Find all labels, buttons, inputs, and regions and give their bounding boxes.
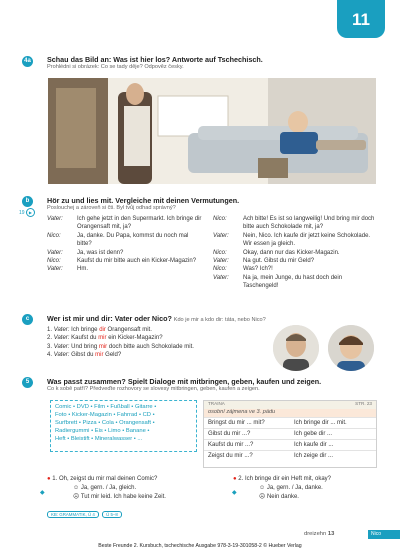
- dialogue-line: Nico: Ja, danke. Du Papa, kommst du noch mal bitte?: [47, 232, 189, 248]
- diamond-icon: ◆: [232, 490, 237, 496]
- unit-badge: [337, 0, 385, 38]
- dialogue-right: [213, 215, 378, 291]
- list-item: 4. Vater: Gibst du mir Geld?: [47, 352, 122, 359]
- example-dialogue-2: [233, 475, 331, 502]
- dialogue-line: Vater: Hm.: [47, 266, 88, 273]
- exercise-4a-subtitle: Prohlédni si obrázek: Co se tady děje? Odpověz česky.: [47, 64, 184, 70]
- audio-icon: ▶: [26, 208, 35, 217]
- dialogue-line: Nico: Okay, dann nur das Kicker-Magazin.: [213, 249, 340, 256]
- list-item: 3. Vater: Und bring mir doch bitte auch Schokolade mit.: [47, 343, 194, 350]
- word-box-line: Comic • DVD • Film • Fußball • Gitarre •: [55, 404, 157, 410]
- dialogue-left: [47, 215, 202, 274]
- word-box: [50, 400, 197, 452]
- footer-tab: Nico: [368, 530, 400, 539]
- table-tag-row: TRAINA STR. 23: [204, 401, 376, 409]
- word-box-line: Heft • Bleistift • Mineralwasser • ...: [55, 436, 143, 443]
- dialogue-line: Vater: Ja, was ist denn?: [47, 249, 124, 256]
- speaker-dot-icon: ●: [47, 476, 51, 482]
- exercise-4a-title: Schau das Bild an: Was ist hier los? Antworte auf Tschechisch.: [47, 55, 263, 64]
- dialogue-line: Nico: Was? Ich?!: [213, 266, 273, 273]
- word-box-line: Surfbrett • Pizza • Cola • Orangensaft •: [55, 420, 155, 427]
- diamond-icon: ◆: [40, 490, 45, 496]
- table-row: Gibst du mir ...? Ich gebe dir ...: [204, 428, 376, 439]
- example-dialogue-1: [47, 475, 166, 502]
- portrait-father: [273, 325, 319, 371]
- grammar-ref-chip: KB: GRAMMATIK, Ü 4: [47, 511, 99, 518]
- dialogue-line: Nico: Kaufst du mir bitte auch ein Kicker-Magazin?: [47, 258, 197, 265]
- dialogue-line: Vater: Na ja, mein Junge, du hast doch dein Taschengeld!: [213, 274, 343, 290]
- exercise-5-subtitle: Co k sobě patří? Předveďte rozhovory se slovesy mitbringen, geben, kaufen a zeigen.: [47, 386, 260, 392]
- photo-illustration: [48, 78, 376, 184]
- list-item: 2. Vater: Kaufst du mir ein Kicker-Magazin?: [47, 335, 163, 342]
- word-box-line: Foto • Kicker-Magazin • Fahrrad • CD •: [55, 412, 155, 419]
- photo-father-son: [48, 78, 376, 184]
- exercise-badge-5: 5: [22, 377, 33, 388]
- audio-track-number: 19: [19, 209, 25, 216]
- portrait-nico: [328, 325, 374, 371]
- exercise-ref-chip: Ü 5–8: [102, 511, 122, 518]
- sad-icon: ☹: [259, 494, 266, 500]
- dialogue-answer: ☺ Ja, gern. / Ja, gleich.: [73, 485, 137, 491]
- list-item: 1. Vater: Ich bringe dir Orangensaft mit.: [47, 327, 152, 333]
- dialogue-answer: ☹ Tut mir leid. Ich habe keine Zeit.: [73, 494, 166, 500]
- table-row: Bringst du mir ... mit? Ich bringe dir ... mit.: [204, 417, 376, 428]
- exercise-c-title: Wer ist mir und dir: Vater oder Nico?: [47, 314, 172, 323]
- exercise-badge-b: b: [22, 196, 33, 207]
- exercise-5-title: Was passt zusammen? Spielt Dialoge mit mitbringen, geben, kaufen und zeigen.: [47, 377, 322, 386]
- exercise-c-subtitle: Kdo je mir a kdo dir: táta, nebo Nico?: [173, 317, 266, 323]
- footer-book: Beste Freunde 2. Kursbuch, tschechische Ausgabe 978-3-19-301058-2 © Hueber Verlag: [98, 543, 302, 549]
- speaker-dot-icon: ●: [233, 476, 237, 482]
- dialogue-line: Vater: Nein, Nico. Ich kaufe dir jetzt keine Schokolade. Wir essen ja gleich.: [213, 232, 371, 248]
- table-row: Kaufst du mir ...? Ich kaufe dir ...: [204, 439, 376, 450]
- page-number-label: dreizehn 13: [304, 531, 335, 537]
- dialogue-line: Vater: Na gut. Gibst du mir Geld?: [213, 258, 315, 265]
- audio-track-button[interactable]: [19, 208, 35, 217]
- unit-number: 11: [352, 10, 370, 29]
- exercise-c-heading: [47, 314, 266, 323]
- exercise-badge-c: c: [22, 314, 33, 325]
- sad-icon: ☹: [73, 494, 80, 500]
- exercise-b-subtitle: Poslouchej a zároveň si čti. Byl tvůj odhad správný?: [47, 205, 176, 211]
- dialogue-question: ● 1. Oh, zeigst du mir mal deinen Comic?: [47, 476, 158, 482]
- dialogue-line: Vater: Ich gehe jetzt in den Supermarkt. Ich bringe dir Orangensaft mit, ja?: [47, 216, 202, 231]
- table-row: Zeigst du mir ...? Ich zeige dir ...: [204, 450, 376, 461]
- dialogue-question: ● 2. Ich bringe dir ein Heft mit, okay?: [233, 476, 332, 482]
- exercise-badge-4a: 4a: [22, 56, 33, 67]
- table-header: osobní zájmena ve 3. pádu: [204, 409, 376, 417]
- smile-icon: ☺: [259, 485, 266, 491]
- exercise-b-title: Hör zu und lies mit. Vergleiche mit deinen Vermutungen.: [47, 196, 240, 205]
- smile-icon: ☺: [73, 485, 80, 491]
- dialogue-answer: ☹ Nein danke.: [259, 494, 299, 500]
- word-box-line: Radiergummi • Eis • Limo • Banane •: [55, 428, 150, 435]
- portrait-father-illustration: [273, 325, 319, 371]
- dialogue-answer: ☺ Ja, gern. / Ja, danke.: [259, 485, 323, 491]
- exercise-c-list: [47, 326, 262, 360]
- grammar-table: [203, 400, 377, 468]
- portrait-nico-illustration: [328, 325, 374, 371]
- dialogue-line: Nico: Ach bitte! Es ist so langweilig! Und bring mir doch bitte auch Schokolade mit, ja?: [213, 216, 375, 231]
- reference-chips: [47, 512, 122, 517]
